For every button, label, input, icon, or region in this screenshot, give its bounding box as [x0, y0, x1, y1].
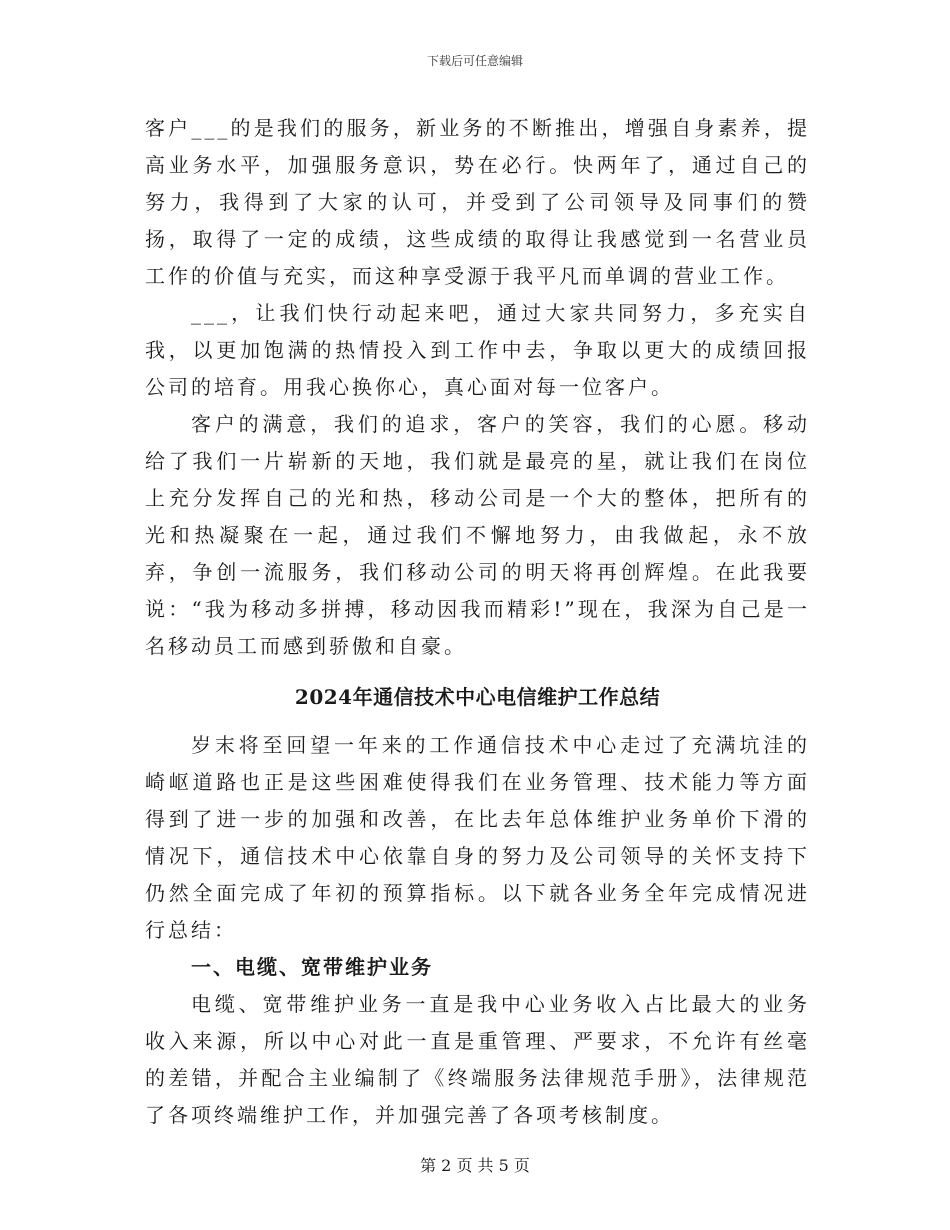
- document-title: 2024年通信技术中心电信维护工作总结: [294, 685, 661, 709]
- paragraph-customer-satisfaction: 客户的满意，我们的追求，客户的笑容，我们的心愿。移动给了我们一片崭新的天地，我们就是最亮的星，就让我们在岗位上充分发挥自己的光和热，移动公司是一个大的整体，把所有的光和热凝聚在一起，通过我们不懈地努力，由我做起，永不放弃，争创一流服务，我们移动公司的明天将再创辉煌。在此我要说：“我为移动多拼搏，移动因我而精彩!”现在，我深为自己是一名移动员工而感到骄傲和自豪。: [145, 412, 810, 658]
- page-header-note: 下载后可任意编辑: [426, 54, 523, 68]
- paragraph-intro: 岁末将至回望一年来的工作通信技术中心走过了充满坑洼的崎岖道路也正是这些困难使得我们在业务管理、技术能力等方面得到了进一步的加强和改善，在比去年总体维护业务单价下滑的情况下，通信技术中心依靠自身的努力及公司领导的关怀支持下仍然全面完成了年初的预算指标。以下就各业务全年完成情况进行总结：: [145, 733, 810, 942]
- document-body: [145, 110, 810, 1134]
- section-heading: 一、电缆、宽带维护业务: [191, 955, 433, 979]
- paragraph-call-to-action: ___，让我们快行动起来吧，通过大家共同努力，多充实自我，以更加饱满的热情投入到工作中去，争取以更大的成绩回报公司的培育。用我心换你心，真心面对每一位客户。: [145, 301, 810, 399]
- page-number: 第 2 页 共 5 页: [420, 1156, 530, 1175]
- paragraph-continuation: 客户___的是我们的服务，新业务的不断推出，增强自身素养，提高业务水平，加强服务意识，势在必行。快两年了，通过自己的努力，我得到了大家的认可，并受到了公司领导及同事们的赞扬，取得了一定的成绩，这些成绩的取得让我感觉到一名营业员工作的价值与充实，而这种享受源于我平凡而单调的营业工作。: [145, 116, 810, 288]
- paragraph-section-body: 电缆、宽带维护业务一直是我中心业务收入占比最大的业务收入来源，所以中心对此一直是重管理、严要求，不允许有丝毫的差错，并配合主业编制了《终端服务法律规范手册》，法律规范了各项终端维护工作，并加强完善了各项考核制度。: [145, 992, 810, 1127]
